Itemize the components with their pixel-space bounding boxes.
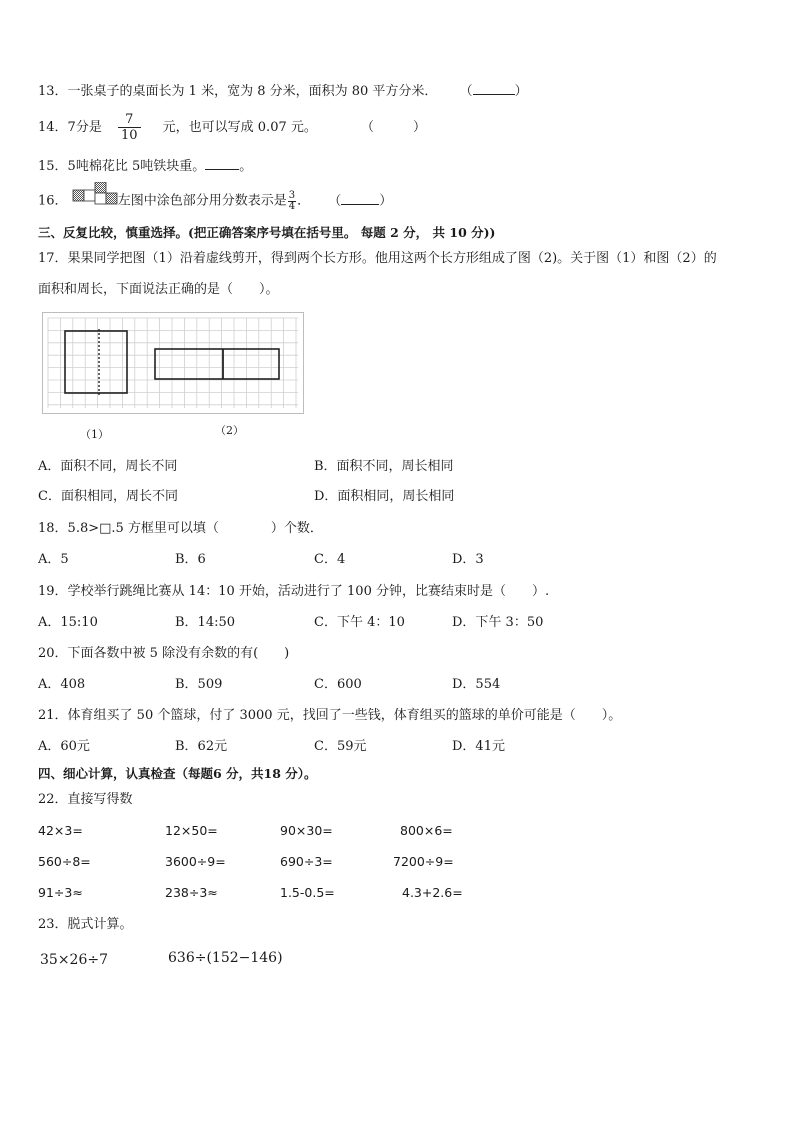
question-16: 16． 左图中涂色部分用分数表示是 $\frac{3}{4}$ ． （ ）	[38, 190, 392, 212]
option-d[interactable]: D．3	[452, 552, 484, 567]
calc-item: 690÷3=	[280, 854, 333, 869]
question-14: 14．7分是 $\frac{7}{10}$ 元，也可以写成 0.07 元。 （ ）	[38, 112, 427, 143]
question-21: 21．体育组买了 50 个篮球，付了 3000 元，找回了一些钱，体育组买的篮球的单价可能是（ ）。	[38, 708, 622, 723]
option-c[interactable]: C．600	[314, 677, 362, 692]
question-18: 18．5.8>□.5 方框里可以填（ ）个数．	[38, 521, 323, 536]
option-d[interactable]: D．554	[452, 677, 501, 692]
option-b[interactable]: B．面积不同，周长相同	[314, 459, 454, 474]
option-a[interactable]: A．面积不同，周长不同	[38, 459, 178, 474]
calc-item: 238÷3≈	[165, 885, 218, 900]
option-d[interactable]: D．面积相同，周长相同	[314, 489, 455, 504]
calc-item: 7200÷9=	[393, 854, 454, 869]
option-d[interactable]: D．41元	[452, 739, 505, 754]
answer-paren[interactable]: （ ）	[361, 120, 427, 135]
option-b[interactable]: B．6	[175, 552, 206, 567]
answer-blank[interactable]	[341, 192, 379, 205]
option-b[interactable]: B．509	[175, 677, 223, 692]
option-a[interactable]: A．5	[38, 552, 69, 567]
fraction: $\frac{3}{4}$	[288, 189, 296, 212]
calc-item: 90×30=	[280, 823, 333, 838]
calc-item: 91÷3≈	[38, 885, 83, 900]
question-20: 20．下面各数中被 5 除没有余数的有( )	[38, 646, 290, 661]
calc-item: 3600÷9=	[165, 854, 226, 869]
option-b[interactable]: B．14:50	[175, 615, 236, 630]
option-c[interactable]: C．59元	[314, 739, 367, 754]
calc-item: 4.3+2.6=	[402, 885, 463, 900]
option-c[interactable]: C．面积相同，周长不同	[38, 489, 178, 504]
option-a[interactable]: A．408	[38, 677, 86, 692]
option-a[interactable]: A．60元	[38, 739, 90, 754]
calc-item: 12×50=	[165, 823, 218, 838]
figure-caption-1: （1）	[80, 428, 109, 441]
option-a[interactable]: A．15:10	[38, 615, 98, 630]
option-c[interactable]: C．4	[314, 552, 346, 567]
question-19: 19．学校举行跳绳比赛从 14：10 开始，活动进行了 100 分钟，比赛结束时是（ ）.	[38, 584, 550, 599]
fraction: $\frac{7}{10}$	[118, 112, 141, 143]
question-22-title: 22．直接写得数	[38, 792, 133, 807]
question-13: 13．一张桌子的桌面长为 1 米，宽为 8 分米，面积为 80 平方分米． （ ）	[38, 84, 528, 99]
option-b[interactable]: B．62元	[175, 739, 228, 754]
calc-item: 560÷8=	[38, 854, 91, 869]
question-23-title: 23．脱式计算。	[38, 917, 133, 932]
shaded-squares-figure	[72, 182, 118, 212]
calc-item: 42×3=	[38, 823, 83, 838]
figure-caption-2: （2）	[215, 424, 244, 437]
question-17-line1: 17．果果同学把图（1）沿着虚线剪开，得到两个长方形。他用这两个长方形组成了图（2)。关于图（1）和图（2）的	[38, 251, 717, 266]
question-15: 15．5吨棉花比 5吨铁块重。 。	[38, 159, 253, 174]
answer-blank[interactable]	[205, 157, 239, 170]
answer-blank[interactable]	[473, 82, 515, 95]
expression-2: 636÷(152−146)	[168, 950, 283, 966]
section-heading-3: 三、反复比较，慎重选择。(把正确答案序号填在括号里。 每题 2 分， 共 10 分))	[38, 225, 496, 240]
option-d[interactable]: D．下午 3：50	[452, 615, 544, 630]
option-c[interactable]: C．下午 4：10	[314, 615, 405, 630]
section-heading-4: 四、细心计算，认真检查（每题6 分，共18 分）。	[38, 766, 317, 781]
expression-1: 35×26÷7	[40, 952, 108, 968]
calc-item: 1.5-0.5=	[280, 885, 335, 900]
calc-item: 800×6=	[400, 823, 453, 838]
question-17-line2: 面积和周长，下面说法正确的是（ ）。	[38, 282, 279, 297]
grid-figure	[42, 312, 304, 414]
q13-text: 13．一张桌子的桌面长为 1 米，宽为 8 分米，面积为 80 平方分米．	[38, 84, 438, 99]
